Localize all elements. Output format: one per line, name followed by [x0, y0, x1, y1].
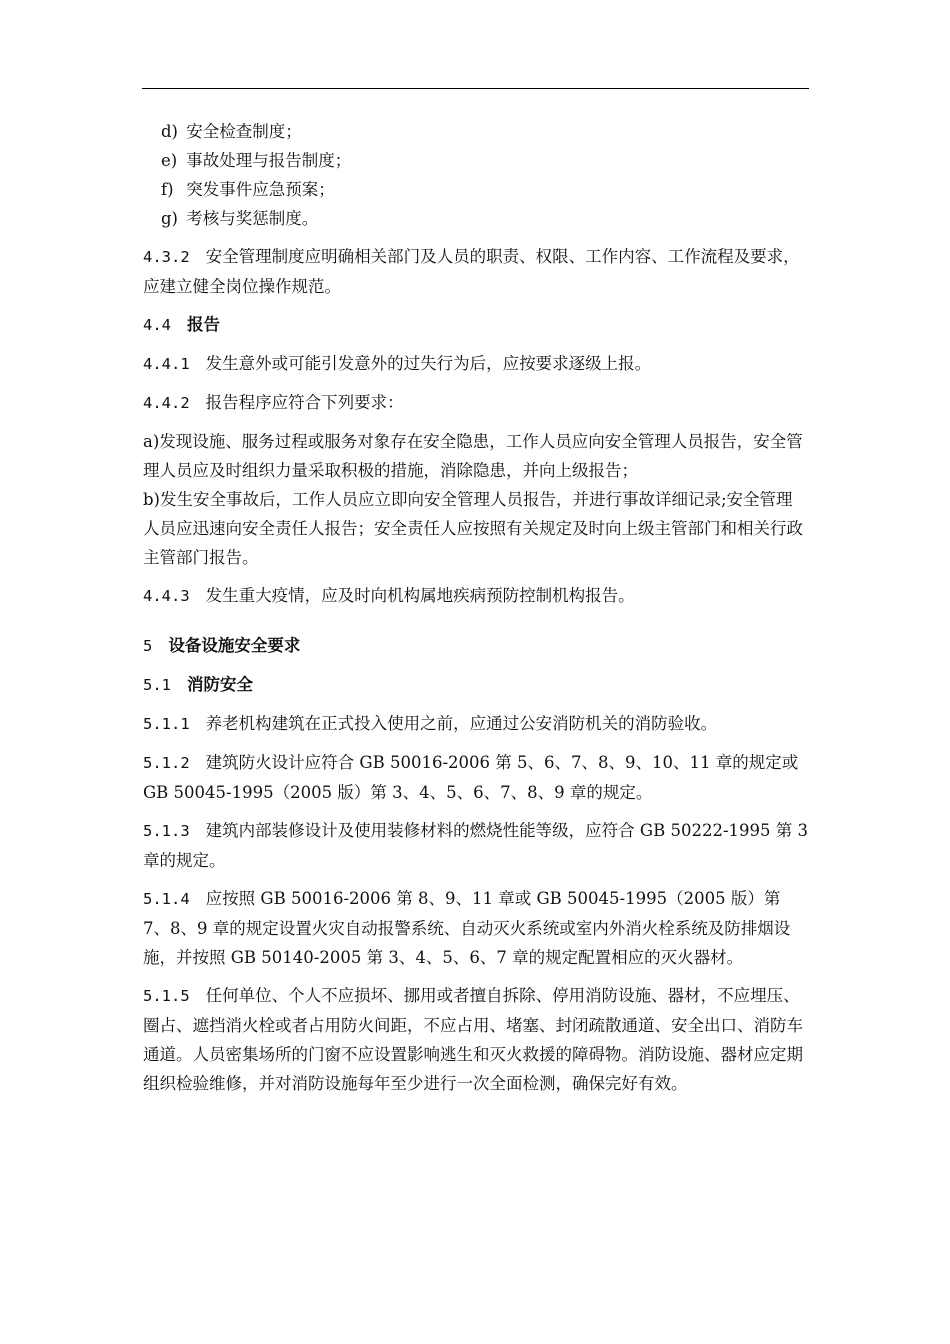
list-item: d) 安全检查制度； — [161, 122, 302, 141]
list-item: g) 考核与奖惩制度。 — [161, 209, 319, 228]
clause-4-4-3: 4.4.3 发生重大疫情，应及时向机构属地疾病预防控制机构报告。 — [143, 586, 635, 605]
section-heading-5-1: 5.1 消防安全 — [143, 675, 253, 694]
clause-item-b: b)发生安全事故后，工作人员应立即向安全管理人员报告，并进行事故详细记录;安全管理人员应迅速向安全责任人报告；安全责任人应按照有关规定及时向上级主管部门和相关行政主管部门报告。 — [143, 490, 803, 567]
list-item: f) 突发事件应急预案； — [161, 180, 335, 199]
clause-5-1-5: 5.1.5 任何单位、个人不应损坏、挪用或者擅自拆除、停用消防设施、器材，不应埋压、圈占、遮挡消火栓或者占用防火间距，不应占用、堵塞、封闭疏散通道、安全出口、消防车通道。人员密集场所的门窗不应设置影响逃生和灭火救援的障碍物。消防设施、器材应定期组织检验维修，并对消防设施每年至少进行一次全面检测，确保完好有效。 — [143, 986, 803, 1093]
list-item: e) 事故处理与报告制度； — [161, 151, 352, 170]
clause-4-4-1: 4.4.1 发生意外或可能引发意外的过失行为后，应按要求逐级上报。 — [143, 354, 652, 373]
clause-4-3-2: 4.3.2 安全管理制度应明确相关部门及人员的职责、权限、工作内容、工作流程及要求，应建立健全岗位操作规范。 — [143, 247, 800, 296]
clause-5-1-1: 5.1.1 养老机构建筑在正式投入使用之前，应通过公安消防机关的消防验收。 — [143, 714, 718, 733]
clause-5-1-2: 5.1.2 建筑防火设计应符合 GB 50016-2006 第 5、6、7、8、9、10、11 章的规定或 GB 50045-1995（2005 版）第 3、4、5、6、7、8、9 章的规定。 — [143, 753, 799, 802]
clause-4-4-2: 4.4.2 报告程序应符合下列要求： — [143, 393, 404, 412]
chapter-heading-5: 5 设备设施安全要求 — [143, 636, 301, 655]
header-rule — [142, 88, 809, 89]
document-body — [143, 117, 809, 1098]
section-heading-4-4: 4.4 报告 — [143, 315, 220, 334]
clause-5-1-4: 5.1.4 应按照 GB 50016-2006 第 8、9、11 章或 GB 50045-1995（2005 版）第 7、8、9 章的规定设置火灾自动报警系统、自动灭火系统或室内外消火栓系统及防排烟设施，并按照 GB 50140-2005 第 3、4、5、6、7 章的规定配置相应的灭火器材。 — [143, 889, 791, 967]
clause-item-a: a)发现设施、服务过程或服务对象存在安全隐患，工作人员应向安全管理人员报告，安全管理人员应及时组织力量采取积极的措施，消除隐患，并向上级报告； — [143, 432, 803, 480]
clause-5-1-3: 5.1.3 建筑内部装修设计及使用装修材料的燃烧性能等级，应符合 GB 50222-1995 第 3 章的规定。 — [143, 821, 809, 870]
